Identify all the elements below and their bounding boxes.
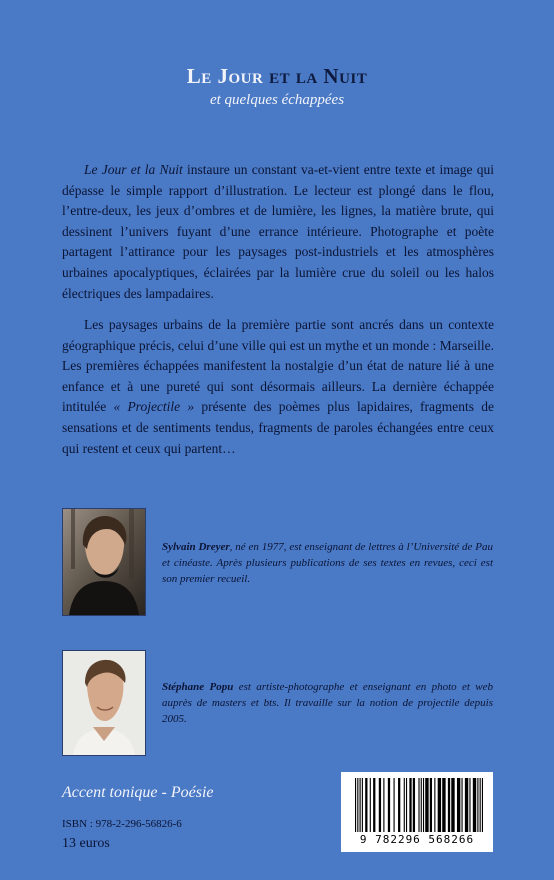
author-photo-stephane-popu: [62, 650, 146, 756]
barcode-bar-27: [461, 778, 462, 832]
title-part-light: Le Jour: [186, 64, 264, 88]
barcode-bar-13: [406, 778, 407, 832]
barcode-bar-24: [448, 778, 450, 832]
paragraph-2-text-a: Les paysages urbains de la première partie sont ancrés dans un contexte géographique précis, celui d’une ville qui est un mythe et un monde : Marseille. Les premières échappées manifestent la nostalgie d’un état de nature lié à une enfance et à une pureté qui sont désormais ailleurs. La dernière échappée intitulée: [62, 317, 494, 415]
price: 13 euros: [62, 836, 110, 851]
barcode-bar-20: [430, 778, 432, 832]
author-bio-text: est artiste-photographe et enseignant en photo et web auprès de masters et bts. Il travaille sur la notion de projectile depuis 2005.: [162, 681, 494, 725]
barcode-digits: 9 782296 568266: [359, 833, 475, 846]
barcode-bar-2: [360, 778, 361, 832]
isbn-number: ISBN : 978-2-296-56826-6: [62, 818, 182, 830]
barcode-bar-22: [438, 778, 441, 832]
description-paragraph-1: [62, 160, 494, 304]
barcode-bar-16: [418, 778, 419, 832]
barcode-bar-19: [425, 778, 428, 832]
book-subtitle: et quelques échappées: [209, 92, 345, 108]
author-bio-stephane-popu: [162, 680, 493, 727]
paragraph-2-text-b: présente des poèmes plus lapidaires, fragments de sensations et de sentiments tendus, fragments de paroles échangées entre ceux qui restent et ceux qui partent…: [62, 399, 494, 456]
barcode-bar-17: [421, 778, 422, 832]
barcode-bar-30: [473, 778, 476, 832]
barcode-bar-10: [394, 778, 395, 832]
barcode: [341, 772, 493, 852]
barcode-bar-1: [357, 778, 358, 832]
barcode-bar-29: [469, 778, 470, 832]
projectile-reference: « Projectile »: [113, 399, 195, 415]
barcode-bar-23: [442, 778, 445, 832]
barcode-bar-12: [404, 778, 405, 832]
barcode-bar-15: [413, 778, 415, 832]
barcode-bar-5: [370, 778, 371, 832]
author-photo-sylvain-dreyer: [62, 508, 146, 616]
barcode-bar-9: [388, 778, 390, 832]
barcode-bar-3: [362, 778, 363, 832]
series-name: Accent tonique - Poésie: [62, 784, 214, 801]
barcode-bar-33: [482, 778, 483, 832]
barcode-bar-6: [373, 778, 375, 832]
title-reference: Le Jour et la Nuit: [84, 162, 183, 177]
barcode-bar-21: [434, 778, 435, 832]
barcode-bar-8: [383, 778, 384, 832]
barcode-bar-18: [423, 778, 424, 832]
barcode-bar-11: [398, 778, 400, 832]
barcode-bar-4: [365, 778, 367, 832]
book-title: [0, 64, 554, 89]
barcode-bar-7: [379, 778, 381, 832]
barcode-bar-14: [409, 778, 411, 832]
author-bio-sylvain-dreyer: [162, 540, 493, 587]
barcode-bar-26: [457, 778, 460, 832]
description-paragraph-2: [62, 315, 494, 459]
paragraph-1-text: instaure un constant va-et-vient entre texte et image qui dépasse le simple rapport d’illustration. Le lecteur est plongé dans le flou, l’entre-deux, les jeux d’ombres et de lumière, les lignes, la matière brute, qui dessinent l’univers fuyant d’une errance intérieure. Photographe et poète partagent l’attirance pour les paysages post-industriels et les atmosphères urbaines apocalyptiques, éclairées par la lumière crue du soleil ou les halos électriques des lampadaires.: [62, 162, 494, 301]
barcode-bar-32: [480, 778, 481, 832]
title-part-dark: et la Nuit: [269, 64, 368, 88]
barcode-bar-25: [451, 778, 454, 832]
barcode-bar-31: [477, 778, 478, 832]
author-bio-text: , né en 1977, est enseignant de lettres à l’Université de Pau et cinéaste. Après plusieurs publications de ses textes en revues, ceci est son premier recueil.: [162, 541, 493, 585]
barcode-bar-0: [355, 778, 356, 832]
barcode-bar-28: [465, 778, 468, 832]
author-name: Stéphane Popu: [162, 681, 234, 693]
author-name: Sylvain Dreyer: [162, 541, 230, 553]
